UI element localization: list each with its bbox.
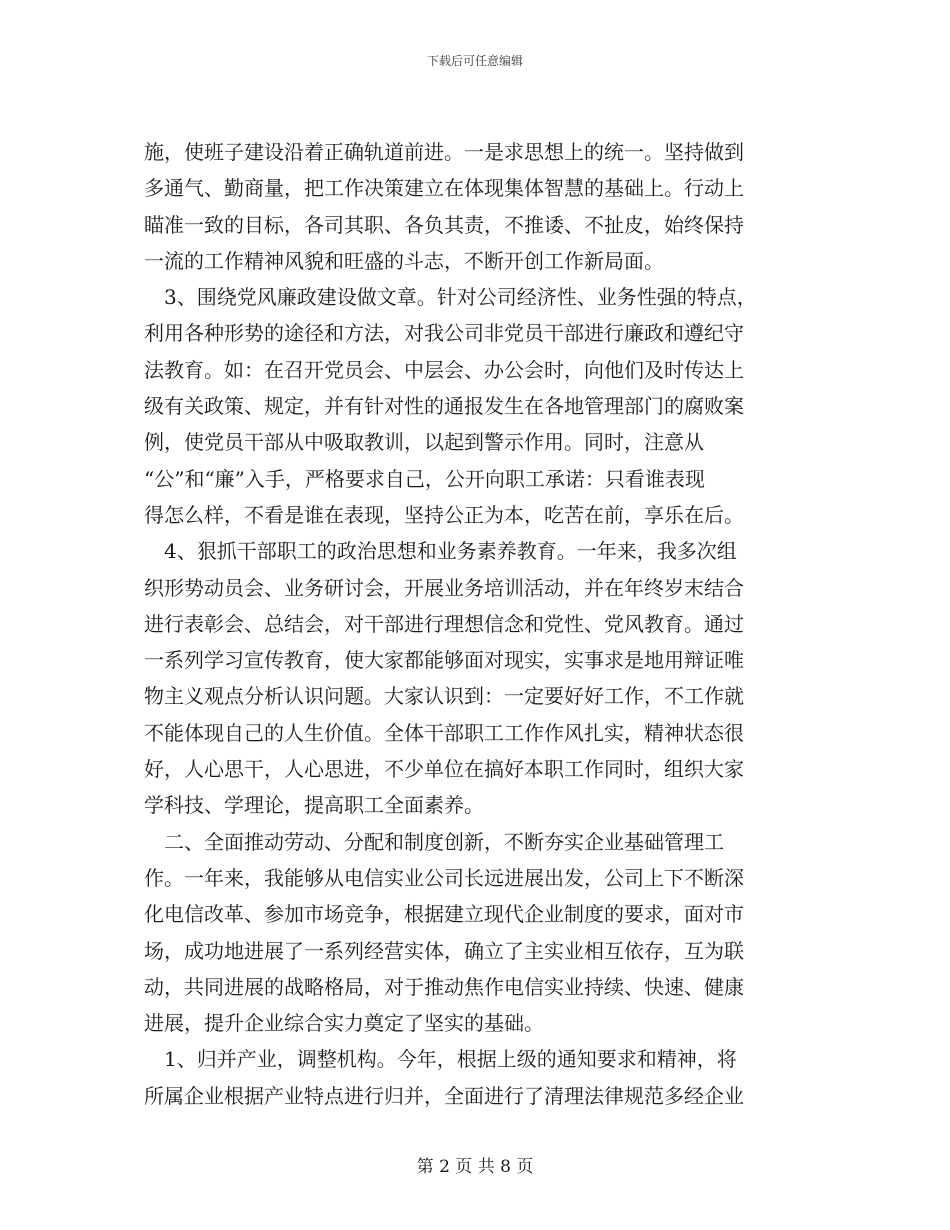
text-line: 3、围绕党风廉政建设做文章。针对公司经济性、业务性强的特点， bbox=[144, 285, 757, 310]
text-line: 动，共同进展的战略格局，对于推动焦作电信实业持续、快速、健康 bbox=[144, 974, 744, 999]
text-line: 多通气、勤商量，把工作决策建立在体现集体智慧的基础上。行动上 bbox=[144, 176, 744, 201]
document-body bbox=[144, 134, 814, 1114]
text-line: 例，使党员干部从中吸取教训，以起到警示作用。同时，注意从 bbox=[144, 430, 704, 455]
text-line: 织形势动员会、业务研讨会，开展业务培训活动，并在年终岁末结合 bbox=[144, 575, 744, 600]
page-header: 下载后可任意编辑 bbox=[426, 54, 523, 68]
text-line: 作。一年来，我能够从电信实业公司长远进展出发，公司上下不断深 bbox=[144, 865, 744, 890]
text-line: 进展，提升企业综合实力奠定了坚实的基础。 bbox=[144, 1011, 544, 1036]
text-line: 二、全面推动劳动、分配和制度创新，不断夯实企业基础管理工 bbox=[144, 829, 724, 854]
text-line: 所属企业根据产业特点进行归并，全面进行了清理法律规范多经企业 bbox=[144, 1083, 744, 1108]
text-line: 一系列学习宣传教育，使大家都能够面对现实，实事求是地用辩证唯 bbox=[144, 648, 744, 673]
text-line: 物主义观点分析认识问题。大家认识到：一定要好好工作，不工作就 bbox=[144, 684, 744, 709]
text-line: 学科技、学理论，提高职工全面素养。 bbox=[144, 793, 484, 818]
text-line: 得怎么样，不看是谁在表现，坚持公正为本，吃苦在前，享乐在后。 bbox=[144, 502, 744, 527]
text-line: 1、归并产业，调整机构。今年，根据上级的通知要求和精神，将 bbox=[144, 1047, 737, 1072]
text-line: 利用各种形势的途径和方法，对我公司非党员干部进行廉政和遵纪守 bbox=[144, 321, 744, 346]
text-line: 化电信改革、参加市场竞争，根据建立现代企业制度的要求，面对市 bbox=[144, 902, 744, 927]
text-line: 场，成功地进展了一系列经营实体，确立了主实业相互依存，互为联 bbox=[144, 938, 744, 963]
text-line: “公”和“廉”入手，严格要求自己，公开向职工承诺：只看谁表现 bbox=[144, 466, 705, 491]
text-line: 不能体现自己的人生价值。全体干部职工工作作风扎实，精神状态很 bbox=[144, 720, 744, 745]
text-line: 施，使班子建设沿着正确轨道前进。一是求思想上的统一。坚持做到 bbox=[144, 140, 744, 164]
text-line: 法教育。如：在召开党员会、中层会、办公会时，向他们及时传达上 bbox=[144, 357, 744, 382]
page-number: 第 2 页 共 8 页 bbox=[416, 1157, 534, 1177]
text-line: 瞄准一致的目标，各司其职、各负其责，不推诿、不扯皮，始终保持 bbox=[144, 212, 744, 237]
text-line: 一流的工作精神风貌和旺盛的斗志，不断开创工作新局面。 bbox=[144, 248, 664, 273]
text-line: 级有关政策、规定，并有针对性的通报发生在各地管理部门的腐败案 bbox=[144, 394, 744, 419]
text-line: 好，人心思干，人心思进，不少单位在搞好本职工作同时，组织大家 bbox=[144, 757, 744, 782]
text-line: 4、狠抓干部职工的政治思想和业务素养教育。一年来，我多次组 bbox=[144, 539, 737, 564]
text-line: 进行表彰会、总结会，对干部进行理想信念和党性、党风教育。通过 bbox=[144, 611, 744, 636]
